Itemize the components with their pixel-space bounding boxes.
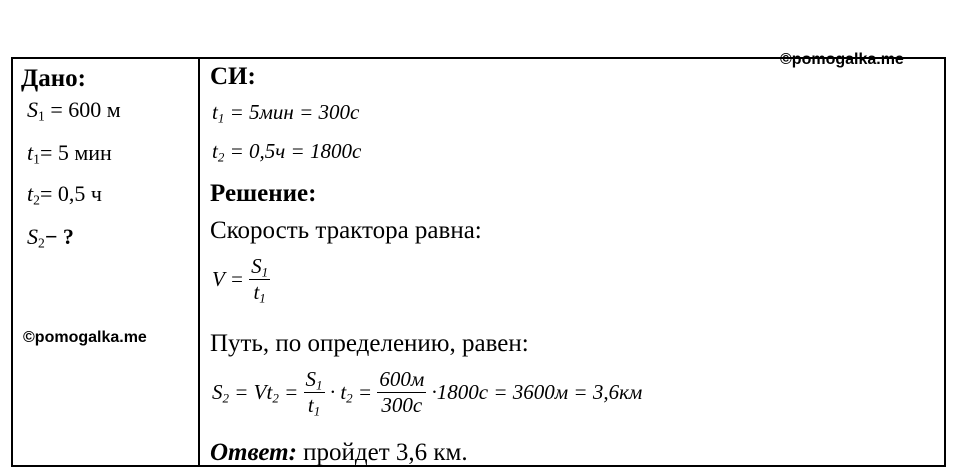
given-s1-value: = 600 м: [44, 97, 121, 122]
speed-formula: [212, 254, 270, 306]
solution-heading: Решение:: [210, 180, 317, 207]
si-line-2: [212, 139, 362, 165]
path-formula-mid: · $t_2$ =: [329, 380, 373, 406]
given-t2-symbol: t: [27, 181, 34, 206]
speed-fraction-denominator: $t_1$: [253, 280, 266, 306]
given-s1-subscript: 1: [38, 108, 45, 124]
answer-label: Ответ:: [210, 439, 297, 466]
path-formula: [212, 367, 643, 419]
given-t2-subscript: 2: [33, 192, 40, 208]
column-divider: [198, 59, 200, 465]
given-t1-subscript: 1: [33, 151, 40, 167]
si-line-2-value: = 0,5ч = 1800с: [224, 139, 362, 163]
si-line-1: [212, 100, 360, 126]
given-s2-subscript: 2: [38, 235, 45, 251]
watermark-left: ©pomogalka.me: [23, 329, 147, 346]
speed-text: Скорость трактора равна:: [210, 217, 482, 244]
given-t1: [27, 140, 112, 167]
path-text: Путь, по определению, равен:: [210, 330, 529, 357]
given-s2: [27, 224, 74, 251]
si-line-2-subscript: 2: [217, 149, 225, 165]
given-t2-value: = 0,5 ч: [39, 181, 102, 206]
si-line-2-symbol: t: [212, 139, 218, 163]
speed-fraction: [249, 254, 270, 306]
answer-line: [210, 440, 468, 465]
si-line-1-symbol: t: [212, 100, 218, 124]
speed-formula-lhs: V =: [212, 267, 244, 291]
path-fraction-2: [377, 369, 426, 416]
given-s1-symbol: S: [27, 97, 38, 122]
path-formula-lhs: $S_2 = Vt_2$ =: [212, 380, 299, 406]
solution-table: [11, 57, 946, 467]
given-s1: [27, 97, 121, 124]
si-heading: СИ:: [210, 63, 256, 90]
speed-fraction-numerator: $S_1$: [251, 254, 269, 280]
given-t1-value: = 5 мин: [39, 140, 112, 165]
answer-text: пройдет 3,6 км.: [296, 439, 468, 466]
path-fraction-1-numerator: $S_1$: [305, 367, 323, 393]
path-fraction-2-numerator: 600м: [379, 367, 425, 391]
given-t1-symbol: t: [27, 140, 34, 165]
path-formula-tail: ·1800с = 3600м = 3,6км: [431, 380, 643, 404]
watermark-top: ©pomogalka.me: [780, 51, 904, 68]
si-line-1-subscript: 1: [217, 110, 225, 126]
path-fraction-2-denominator: 300с: [381, 393, 423, 417]
given-t2: [27, 181, 102, 208]
given-heading: Дано:: [21, 65, 86, 92]
path-fraction-1-denominator: $t_1$: [307, 393, 321, 419]
path-fraction-1: [304, 367, 325, 419]
si-line-1-value: = 5мин = 300с: [224, 100, 360, 124]
given-s2-symbol: S: [27, 224, 38, 249]
given-s2-value: − ?: [44, 224, 74, 249]
